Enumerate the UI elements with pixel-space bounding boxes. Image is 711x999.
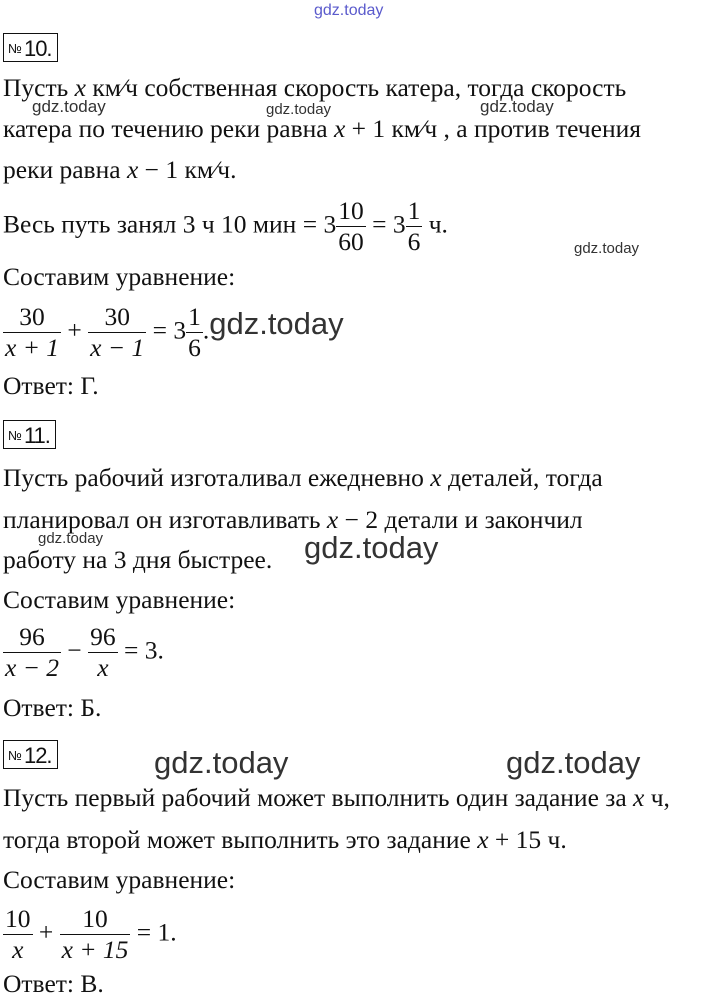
task11-line1: Пусть рабочий изготаливал ежедневно x деталей, тогда — [3, 463, 603, 492]
watermark-top: gdz.today — [314, 2, 384, 19]
task10-time-line: Весь путь занял 3 ч 10 мин = 3 $\frac{10}{60}$ = 3 $\frac{1}{6}$ ч. — [3, 196, 448, 256]
task10-answer: Ответ: Г. — [3, 371, 99, 400]
task12-equation: $\frac{10}{x}$ + $\frac{10}{x + 15}$ = 1. — [5, 904, 177, 964]
task-number-12: № 12. — [3, 740, 58, 769]
task10-line3: реки равна x − 1 км⁄ч. — [3, 155, 237, 184]
watermark: gdz.today — [154, 745, 289, 780]
task-number-11: № 11. — [3, 420, 56, 449]
fraction-96-x: $\frac{96}{x}$ — [90, 622, 116, 682]
fraction-10-x-plus-15: $\frac{10}{x + 15}$ — [61, 904, 129, 964]
fraction-10-x: $\frac{10}{x}$ — [5, 904, 31, 964]
watermark: gdz.today — [266, 101, 332, 118]
task11-equation: $\frac{96}{x - 2}$ − $\frac{96}{x}$ = 3. — [5, 622, 164, 682]
task11-compose-label: Составим уравнение: — [3, 585, 236, 614]
watermark: gdz.today — [304, 530, 439, 565]
fraction-96-x-minus-2: $\frac{96}{x - 2}$ — [5, 622, 60, 682]
watermark: gdz.today — [209, 306, 344, 342]
task11-line3: работу на 3 дня быстрее. — [3, 545, 273, 574]
fraction-10-60: $\frac{10}{60}$ — [338, 196, 364, 256]
watermark: gdz.today — [480, 97, 554, 116]
fraction-1-6: $\frac{1}{6}$ — [407, 196, 421, 256]
task10-line2: катера по течению реки равна x + 1 км⁄ч , а против течения — [3, 114, 641, 143]
task12-line1: Пусть первый рабочий может выполнить один задание за x ч, — [3, 783, 670, 812]
task11-line2: планировал он изготавливать x − 2 детали и закончил — [3, 505, 583, 534]
fraction-30-x-plus-1: $\frac{30}{x + 1}$ — [5, 302, 60, 362]
task12-compose-label: Составим уравнение: — [3, 865, 236, 894]
task10-equation: $\frac{30}{x + 1}$ + $\frac{30}{x - 1}$ = 3 $\frac{1}{6}$ .gdz.today — [5, 302, 344, 362]
fraction-1-6: $\frac{1}{6}$ — [188, 302, 201, 362]
task10-line1: Пусть x км⁄ч собственная скорость катера, тогда скорость — [3, 73, 627, 102]
watermark: gdz.today — [574, 240, 640, 257]
fraction-30-x-minus-1: $\frac{30}{x - 1}$ — [90, 302, 145, 362]
task11-answer: Ответ: Б. — [3, 693, 102, 722]
task-number-10: № 10. — [3, 33, 58, 62]
watermark: gdz.today — [506, 745, 641, 780]
task12-line2: тогда второй может выполнить это задание x + 15 ч. — [3, 825, 567, 854]
watermark: gdz.today — [38, 530, 104, 547]
task10-compose-label: Составим уравнение: — [3, 262, 236, 291]
watermark: gdz.today — [32, 97, 106, 116]
task12-answer: Ответ: В. — [3, 969, 104, 998]
